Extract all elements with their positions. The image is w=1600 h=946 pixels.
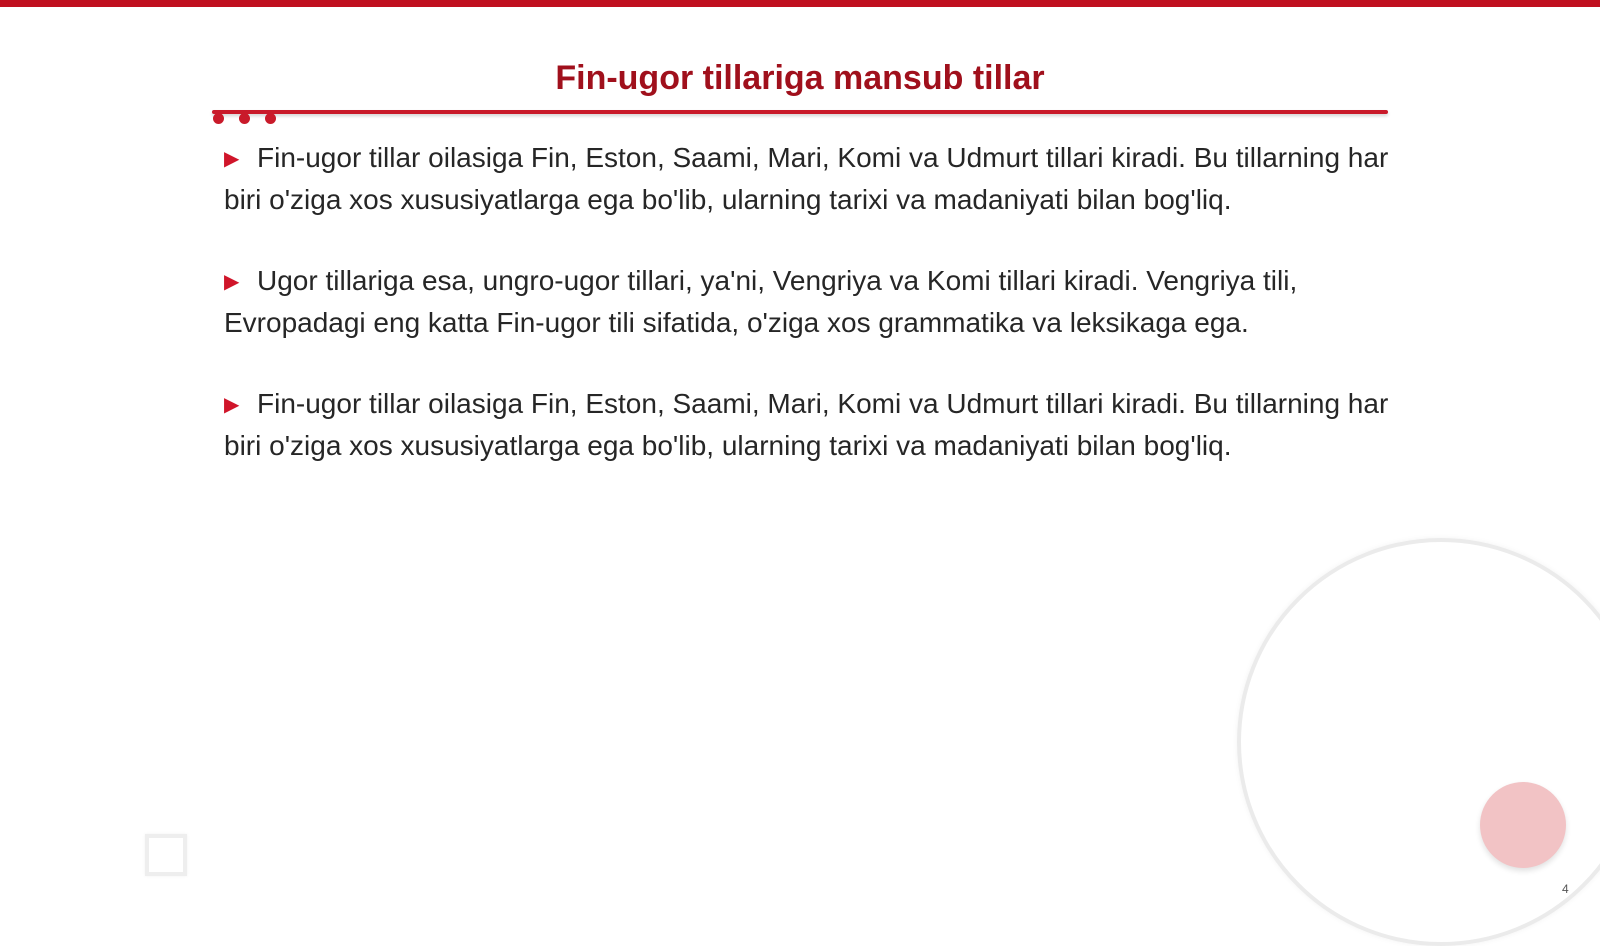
- decorative-dot: [239, 113, 250, 124]
- bullet-paragraph: [224, 261, 1389, 343]
- decorative-square: [145, 834, 187, 876]
- decorative-ring: [1237, 538, 1600, 946]
- triangle-bullet-icon: ▶: [224, 271, 240, 293]
- bullet-paragraph: [224, 138, 1389, 220]
- title-underline: [212, 110, 1388, 114]
- decorative-circle: [1480, 782, 1566, 868]
- paragraph-text: Ugor tillariga esa, ungro-ugor tillari, ya'ni, Vengriya va Komi tillari kiradi. Vengriya tili, Evropadagi eng katta Fin-ugor tili sifatida, o'ziga xos grammatika va leksikaga ega.: [224, 265, 1298, 338]
- page-number: 4: [1562, 882, 1569, 896]
- bullet-paragraph: [224, 384, 1389, 466]
- top-accent-bar: [0, 0, 1600, 7]
- decorative-dot: [213, 113, 224, 124]
- triangle-bullet-icon: ▶: [224, 394, 240, 416]
- slide-body: [224, 138, 1389, 507]
- slide-title: Fin-ugor tillariga mansub tillar: [555, 59, 1045, 97]
- triangle-bullet-icon: ▶: [224, 148, 240, 170]
- paragraph-text: Fin-ugor tillar oilasiga Fin, Eston, Saami, Mari, Komi va Udmurt tillari kiradi. Bu tillarning har biri o'ziga xos xususiyatlarga ega bo'lib, ularning tarixi va madaniyati bilan bog'liq.: [224, 388, 1389, 461]
- decorative-dot: [265, 113, 276, 124]
- paragraph-text: Fin-ugor tillar oilasiga Fin, Eston, Saami, Mari, Komi va Udmurt tillari kiradi. Bu tillarning har biri o'ziga xos xususiyatlarga ega bo'lib, ularning tarixi va madaniyati bilan bog'liq.: [224, 142, 1389, 215]
